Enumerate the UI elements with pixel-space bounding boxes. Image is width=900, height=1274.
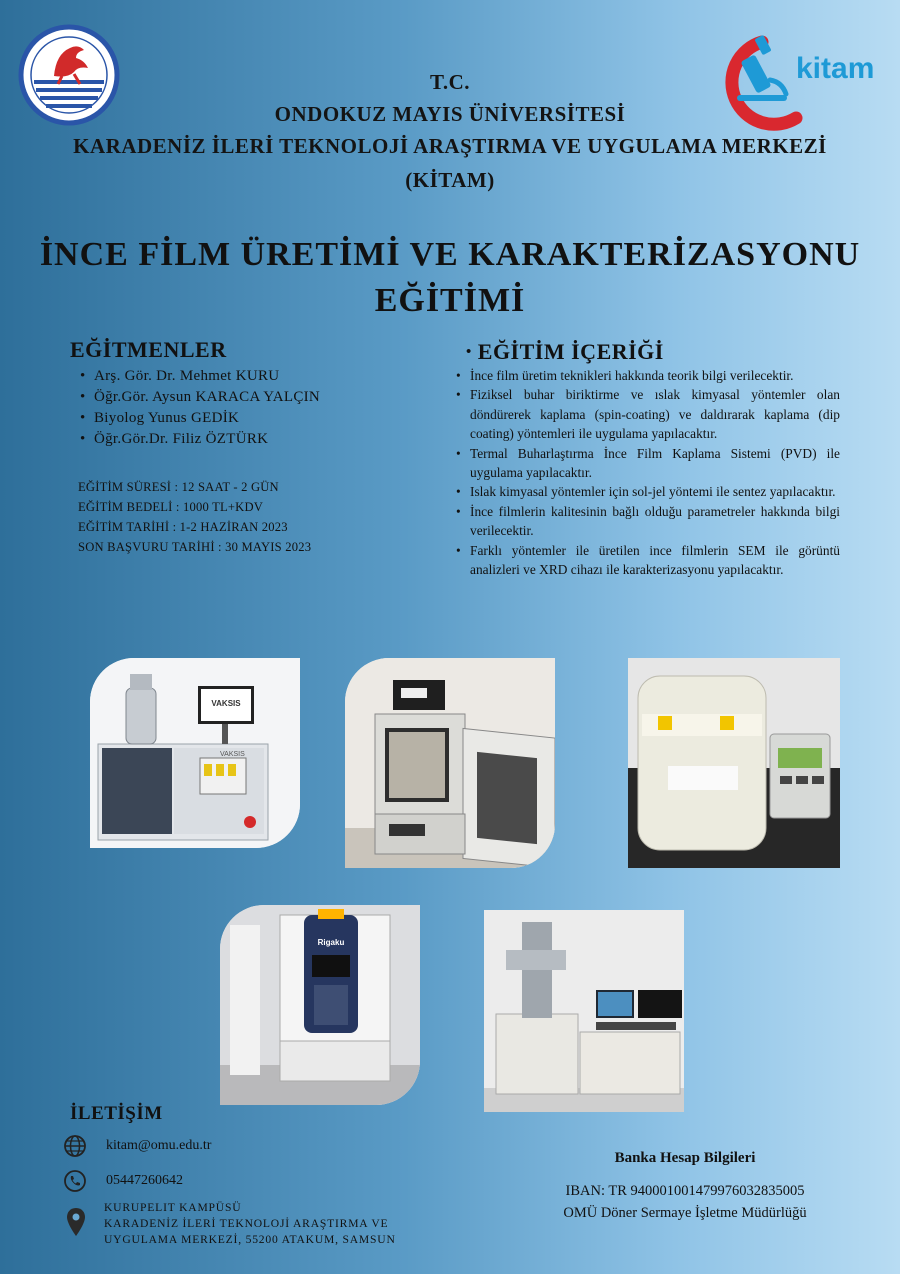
content-list [456,366,840,579]
page-title-line2: EĞİTİMİ [374,282,526,319]
bank-heading: Banka Hesap Bilgileri [614,1150,756,1166]
contact-phone[interactable]: 05447260642 [106,1173,183,1188]
location-pin-icon [66,1207,86,1237]
oven-photo [345,658,555,868]
trainer-item: • Biyolog Yunus GEDİK [80,408,420,429]
application-deadline: SON BAŞVURU TARİHİ : 30 MAYIS 2023 [78,540,312,554]
contact-email[interactable]: kitam@omu.edu.tr [106,1138,212,1153]
training-fee: EĞİTİM BEDELİ : 1000 TL+KDV [78,500,264,514]
trainer-item: • Öğr.Gör. Aysun KARACA YALÇIN [80,387,420,408]
content-item: • İnce film üretim teknikleri hakkında teorik bilgi verilecektir. [456,366,840,385]
header-abbrev: (KİTAM) [405,168,495,192]
address-line: KURUPELIT KAMPÜSÜ [104,1201,242,1214]
vaksis-screen-text: VAKSIS [211,699,241,708]
rigaku-brand-text: Rigaku [317,938,345,947]
address-line: KARADENİZ İLERİ TEKNOLOJİ ARAŞTIRMA VE [104,1217,389,1230]
bullet-icon: • [466,344,472,360]
contact-heading: İLETİŞİM [70,1103,163,1124]
trainer-item: • Öğr.Gör.Dr. Filiz ÖZTÜRK [80,429,420,450]
xrd-device-photo [220,905,420,1105]
content-item: • İnce filmlerin kalitesinin bağlı olduğu parametreler hakkında bilgi verilecektir. [456,502,840,541]
address-line: UYGULAMA MERKEZİ, 55200 ATAKUM, SAMSUN [104,1233,396,1246]
training-details [78,477,408,557]
training-date: EĞİTİM TARİHİ : 1-2 HAZİRAN 2023 [78,520,288,534]
vaksis-panel-text: VAKSIS [220,751,245,758]
kitam-logo-text: kitam [796,52,875,85]
trainer-item: • Arş. Gör. Dr. Mehmet KURU [80,366,420,387]
header-tc: T.C. [429,70,471,94]
content-item: • Fiziksel buhar biriktirme ve ıslak kimyasal yöntemler olan döndürerek kaplama (spin-coating) ve daldırarak kaplama (dip coating) yöntemleri ile uygulama yapılacaktır. [456,385,840,443]
bank-account-name: OMÜ Döner Sermaye İşletme Müdürlüğü [563,1205,807,1221]
content-heading: • EĞİTİM İÇERİĞİ [466,339,664,364]
content-item: • Islak kimyasal yöntemler için sol-jel yöntemi ile sentez yapılacaktır. [456,482,840,501]
pvd-system-photo [90,658,300,848]
page-title: İNCE FİLM ÜRETİMİ VE KARAKTERİZASYONU [39,236,861,273]
phone-icon [63,1169,87,1193]
header-university: ONDOKUZ MAYIS ÜNİVERSİTESİ [274,102,626,126]
contact-address [104,1200,434,1248]
trainers-heading: EĞİTMENLER [70,337,227,362]
bank-iban: IBAN: TR 940001001479976032835005 [565,1183,805,1199]
sem-device-photo [484,910,684,1112]
content-item: • Farklı yöntemler ile üretilen ince filmlerin SEM ile görüntü analizleri ve XRD cihazı ile karakterizasyonu yapılacaktır. [456,541,840,580]
training-duration: EĞİTİM SÜRESİ : 12 SAAT - 2 GÜN [78,480,279,494]
content-item: • Termal Buharlaştırma İnce Film Kaplama Sistemi (PVD) ile uygulama yapılacaktır. [456,444,840,483]
chamber-photo [628,658,840,868]
header-center: KARADENİZ İLERİ TEKNOLOJİ ARAŞTIRMA VE UYGULAMA MERKEZİ [73,134,827,158]
trainers-list [80,366,420,450]
globe-icon [63,1134,87,1158]
